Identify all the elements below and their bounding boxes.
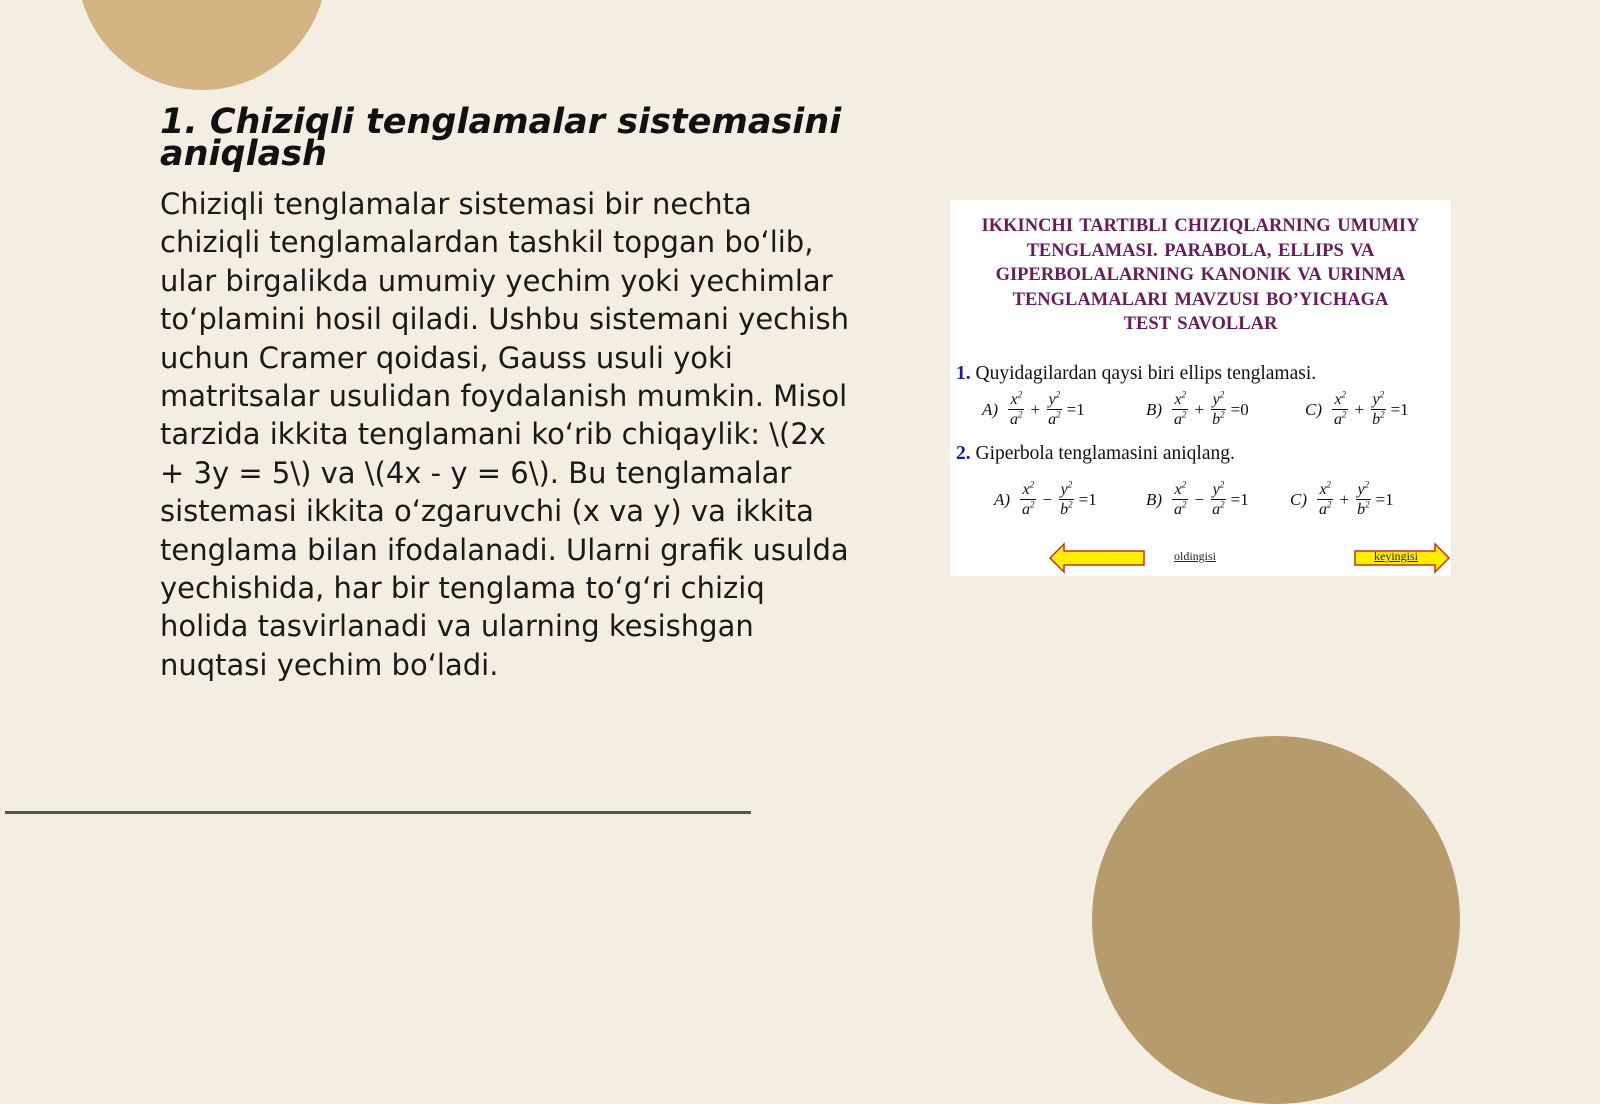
fraction: $\frac{x^2}{a^2}$ bbox=[1174, 389, 1187, 428]
question-2 bbox=[956, 443, 1235, 465]
arrow-left-icon bbox=[1048, 542, 1146, 574]
question-1 bbox=[956, 363, 1316, 385]
next-label: keyingisi bbox=[1374, 549, 1418, 563]
test-questions-image bbox=[950, 200, 1451, 576]
test-header-line: TENGLAMALARI MAVZUSI BO’YICHAGA bbox=[1012, 289, 1389, 310]
question-1-answers bbox=[950, 390, 1451, 440]
answer-letter: B) bbox=[1146, 399, 1163, 419]
question-text: Quyidagilardan qaysi biri ellips tenglamasi. bbox=[975, 363, 1317, 384]
slide-body-text: Chiziqli tenglamalar sistemasi bir nechta chiziqli tenglamalardan tashkil topgan bo‘lib, ular birgalikda umumiy yechim yoki yechimlar to‘plamini hosil qiladi. Ushbu sistemani yechish uchun Cramer qoidasi, Gauss usuli yoki matritsalar usulidan foydalanish mumkin. Misol tarzida ikkita tenglamani ko‘rib chiqaylik: \(2x + 3y = 5\) va \(4x - y = 6\). Bu tenglamalar sistemasi ikkita o‘zgaruvchi (x va y) va ikkita tenglama bilan ifodalanadi. Ularni grafik usulda yechishida, har bir tenglama to‘g‘ri chiziq holida tasvirlanadi va ularning kesishgan nuqtasi yechim bo‘ladi. bbox=[160, 187, 850, 682]
fraction: $\frac{x^2}{a^2}$ bbox=[1334, 389, 1347, 428]
equation-rhs: =1 bbox=[1375, 489, 1394, 509]
answer-option bbox=[1146, 480, 1249, 519]
previous-button[interactable] bbox=[1048, 542, 1216, 574]
test-header-line: IKKINCHI TARTIBLI CHIZIQLARNING UMUMIY bbox=[981, 216, 1420, 236]
answer-letter: C) bbox=[1290, 489, 1307, 509]
test-header-line: TEST SAVOLLAR bbox=[1123, 314, 1278, 334]
answer-letter: C) bbox=[1305, 399, 1322, 419]
fraction: $\frac{y^2}{a^2}$ bbox=[1048, 389, 1061, 428]
fraction: $\frac{y^2}{b^2}$ bbox=[1372, 389, 1385, 428]
answer-option bbox=[1290, 480, 1394, 519]
question-text: Giperbola tenglamasini aniqlang. bbox=[975, 443, 1235, 464]
answer-option bbox=[1146, 390, 1249, 429]
operator: + bbox=[1030, 399, 1041, 419]
operator: + bbox=[1339, 489, 1350, 509]
next-button[interactable] bbox=[1353, 542, 1451, 574]
fraction: $\frac{y^2}{b^2}$ bbox=[1212, 389, 1225, 428]
answer-letter: B) bbox=[1146, 489, 1163, 509]
answer-option bbox=[1305, 390, 1409, 429]
test-header-line: TENGLAMASI. PARABOLA, ELLIPS VA bbox=[1026, 240, 1375, 261]
decorative-circle-top bbox=[77, 0, 327, 90]
question-2-answers bbox=[950, 480, 1451, 530]
fraction: $\frac{y^2}{a^2}$ bbox=[1212, 479, 1225, 518]
equation-rhs: =1 bbox=[1078, 489, 1097, 509]
answer-option bbox=[994, 480, 1097, 519]
slide-title: 1. Chiziqli tenglamalar sistemasini aniqlash bbox=[160, 102, 842, 174]
operator: − bbox=[1194, 489, 1205, 509]
fraction: $\frac{x^2}{a^2}$ bbox=[1022, 479, 1035, 518]
previous-label: oldingisi bbox=[1173, 549, 1216, 563]
operator: − bbox=[1042, 489, 1053, 509]
fraction: $\frac{y^2}{b^2}$ bbox=[1357, 479, 1370, 518]
fraction: $\frac{x^2}{a^2}$ bbox=[1010, 389, 1023, 428]
equation-rhs: =0 bbox=[1230, 399, 1249, 419]
test-header bbox=[950, 214, 1451, 337]
fraction: $\frac{y^2}{b^2}$ bbox=[1060, 479, 1073, 518]
answer-letter: A) bbox=[994, 489, 1011, 509]
operator: + bbox=[1354, 399, 1365, 419]
question-number: 1. bbox=[956, 363, 971, 384]
answer-option bbox=[982, 390, 1085, 429]
equation-rhs: =1 bbox=[1066, 399, 1085, 419]
operator: + bbox=[1194, 399, 1205, 419]
equation-rhs: =1 bbox=[1230, 489, 1249, 509]
test-header-line: GIPERBOLALARNING KANONIK VA URINMA bbox=[995, 265, 1406, 285]
answer-letter: A) bbox=[982, 399, 999, 419]
decorative-circle-bottom bbox=[1092, 736, 1460, 1104]
fraction: $\frac{x^2}{a^2}$ bbox=[1319, 479, 1332, 518]
fraction: $\frac{x^2}{a^2}$ bbox=[1174, 479, 1187, 518]
question-number: 2. bbox=[956, 443, 971, 464]
equation-rhs: =1 bbox=[1390, 399, 1409, 419]
divider-line bbox=[5, 811, 751, 814]
